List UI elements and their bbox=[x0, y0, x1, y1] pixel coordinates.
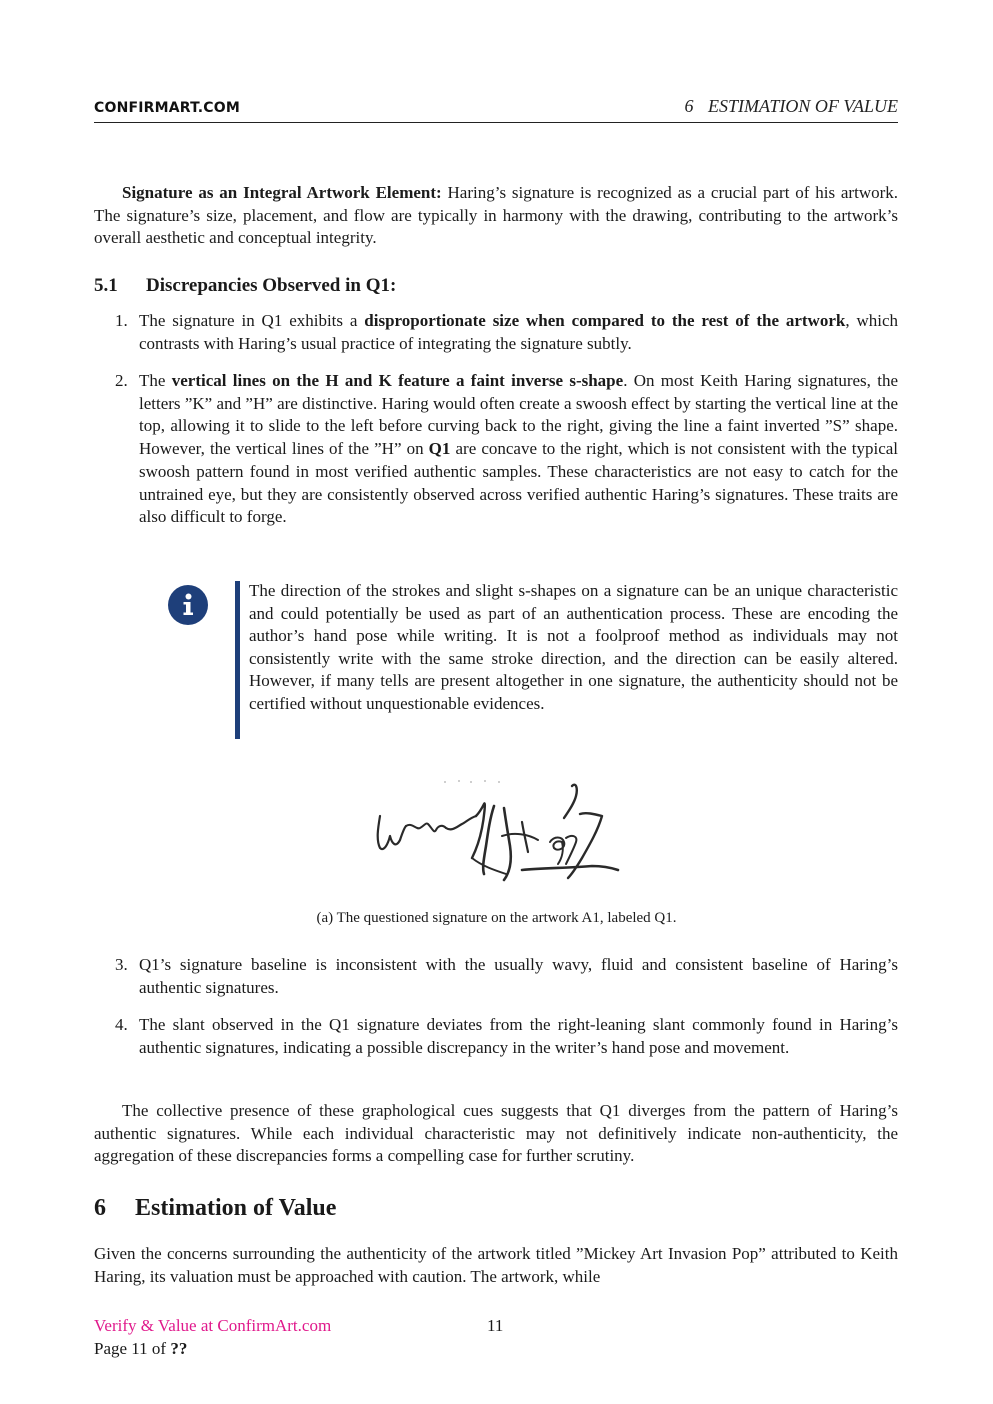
footer-page-number: 11 bbox=[487, 1316, 504, 1335]
list-item bbox=[115, 310, 899, 355]
section-paragraph: Given the concerns surrounding the authenticity of the artwork titled ”Mickey Art Invasion Pop” attributed to Keith Haring, its valuation must be approached with caution. The artwork, while bbox=[94, 1244, 898, 1286]
list-marker: 4. bbox=[115, 1015, 128, 1034]
section-heading bbox=[94, 1195, 336, 1222]
subsection-heading bbox=[94, 275, 396, 297]
intro-paragraph bbox=[94, 182, 898, 250]
footer-page-count bbox=[94, 1339, 187, 1359]
footer-page-total: ?? bbox=[170, 1339, 188, 1358]
list-item bbox=[115, 370, 899, 529]
info-icon bbox=[168, 585, 208, 625]
note-accent-bar bbox=[235, 581, 240, 739]
list-marker: 1. bbox=[115, 311, 128, 330]
running-head-number: 6 bbox=[684, 96, 694, 116]
footer-link[interactable]: Verify & Value at ConfirmArt.com bbox=[94, 1316, 332, 1335]
signature-image bbox=[372, 778, 622, 900]
list-item-bold: vertical lines on the H and K feature a faint inverse s-shape bbox=[171, 371, 624, 390]
list-item bbox=[115, 954, 898, 999]
list-item-text: The bbox=[139, 371, 172, 390]
list-marker: 2. bbox=[115, 371, 128, 390]
list-item-bold: Q1 bbox=[428, 439, 451, 459]
list-item bbox=[115, 1014, 898, 1059]
subsection-number: 5.1 bbox=[94, 275, 118, 296]
running-head-title: ESTIMATION OF VALUE bbox=[708, 96, 898, 116]
page-header bbox=[94, 96, 898, 123]
running-head bbox=[685, 96, 898, 117]
list-item-text: are concave to the right, which is not consistent with the typical swoosh pattern found in most verified authentic samples. These characteristics are not easy to catch for the untrained eye, but they are consistently observed across verified authentic Haring’s signatures. These traits are also difficult to forge. bbox=[139, 439, 899, 527]
figure-caption: (a) The questioned signature on the artwork A1, labeled Q1. bbox=[316, 910, 677, 926]
list-item-text: The signature in Q1 exhibits a bbox=[139, 311, 365, 330]
footer-page-prefix: Page 11 of bbox=[94, 1339, 171, 1358]
brand-logo: CONFIRMART.COM bbox=[94, 100, 241, 116]
list-item-text: , which contrasts with Haring’s usual practice of integrating the signature subtly. bbox=[139, 311, 899, 353]
intro-text: Haring’s signature is recognized as a crucial part of his artwork. The signature’s size, placement, and flow are typically in harmony with the drawing, contributing to the artwork’s overall aesthetic and conceptual integrity. bbox=[94, 183, 899, 248]
list-item-text: The slant observed in the Q1 signature deviates from the right-leaning slant commonly found in Haring’s authentic signatures, indicating a possible discrepancy in the writer’s hand pose and movement. bbox=[139, 1015, 898, 1057]
section-title: Estimation of Value bbox=[135, 1195, 337, 1221]
section-number: 6 bbox=[94, 1195, 106, 1221]
list-item-bold: disproportionate size when compared to the rest of the artwork bbox=[364, 311, 846, 330]
list-marker: 3. bbox=[115, 955, 128, 974]
conclusion-paragraph: The collective presence of these graphological cues suggests that Q1 diverges from the pattern of Haring’s authentic signatures. While each individual characteristic may not definitively indicate non-authenticity, the aggregation of these discrepancies forms a compelling case for further scrutiny. bbox=[94, 1101, 898, 1166]
list-item-text: . On most Keith Haring signatures, the letters ”K” and ”H” are distinctive. Haring would often create a swoosh effect by starting the vertical line at the top, allowing it to slide to the left before curving back to the right, giving the line a faint inverted ”S” shape. However, the vertical lines of the ”H” on bbox=[139, 371, 898, 459]
intro-lead: Signature as an Integral Artwork Element: bbox=[122, 183, 442, 202]
subsection-title: Discrepancies Observed in Q1: bbox=[146, 275, 397, 296]
list-item-text: Q1’s signature baseline is inconsistent with the usually wavy, fluid and consistent baseline of Haring’s authentic signatures. bbox=[139, 955, 898, 997]
note-text: The direction of the strokes and slight s-shapes on a signature can be an unique characteristic and could potentially be used as part of an authentication process. These are encoding the author’s hand pose while writing. It is not a foolproof method as individuals may not consistently write with the same stroke direction, and the direction can be easily altered. However, if many tells are present altogether in one signature, the authenticity should not be certified without unquestionable evidences. bbox=[249, 581, 898, 713]
